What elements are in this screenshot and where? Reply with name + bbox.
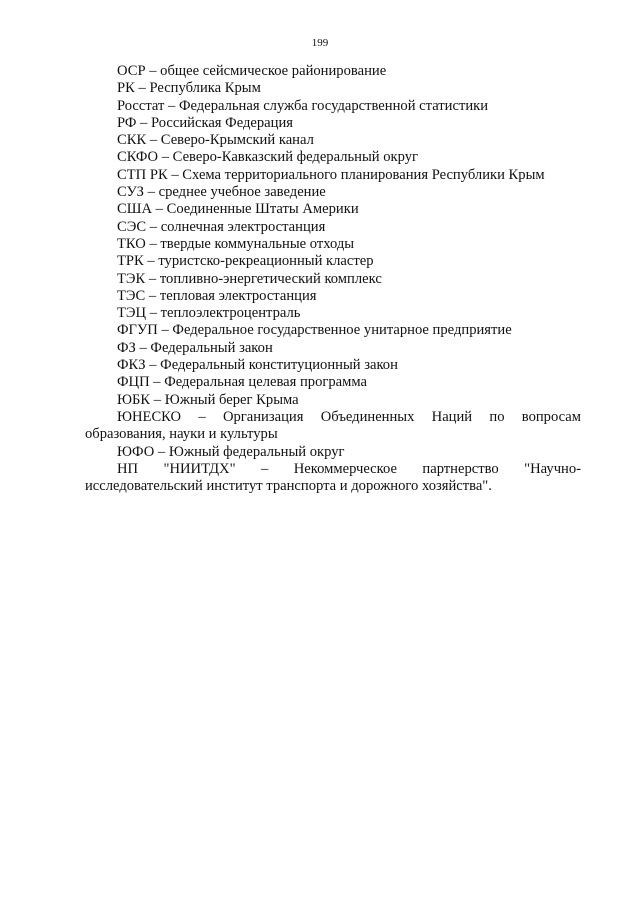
abbreviation-entry: ТЭК – топливно-энергетический комплекс xyxy=(117,270,382,287)
page-number: 199 xyxy=(311,37,329,49)
abbreviation-entry: Росстат – Федеральная служба государственной статистики xyxy=(117,97,489,114)
abbreviation-entry: ФЗ – Федеральный закон xyxy=(117,339,273,356)
abbreviation-entry: РФ – Российская Федерация xyxy=(117,114,293,131)
abbreviation-list xyxy=(85,63,581,495)
abbreviation-entry: РК – Республика Крым xyxy=(117,80,261,97)
abbreviation-entry: СТП РК – Схема территориального планирования Республики Крым xyxy=(117,166,545,183)
abbreviation-entry: СЭС – солнечная электростанция xyxy=(117,218,326,235)
abbreviation-entry: ЮБК – Южный берег Крыма xyxy=(117,391,299,408)
abbreviation-entry: ФЦП – Федеральная целевая программа xyxy=(117,374,368,391)
abbreviation-entry: ЮНЕСКО – Организация Объединенных Наций по вопросам образования, науки и культуры xyxy=(85,408,581,443)
abbreviation-entry: СКК – Северо-Крымский канал xyxy=(117,132,314,149)
abbreviation-entry: США – Соединенные Штаты Америки xyxy=(117,201,359,218)
abbreviation-entry: ТЭС – тепловая электростанция xyxy=(117,287,317,304)
abbreviation-entry: СУЗ – среднее учебное заведение xyxy=(117,184,326,201)
abbreviation-entry: ОСР – общее сейсмическое районирование xyxy=(117,63,387,79)
abbreviation-entry: ТКО – твердые коммунальные отходы xyxy=(117,235,355,252)
abbreviation-entry: ФГУП – Федеральное государственное унитарное предприятие xyxy=(117,322,512,339)
abbreviation-entry: ТРК – туристско-рекреационный кластер xyxy=(117,253,374,270)
abbreviation-entry: ЮФО – Южный федеральный округ xyxy=(117,443,345,460)
abbreviation-entry: ФКЗ – Федеральный конституционный закон xyxy=(117,357,398,374)
abbreviation-entry: СКФО – Северо-Кавказский федеральный округ xyxy=(117,149,418,166)
abbreviation-entry: ТЭЦ – теплоэлектроцентраль xyxy=(117,305,301,322)
abbreviation-entry: НП "НИИТДХ" – Некоммерческое партнерство "Научно-исследовательский институт транспорта и дорожного хозяйства". xyxy=(85,460,581,495)
